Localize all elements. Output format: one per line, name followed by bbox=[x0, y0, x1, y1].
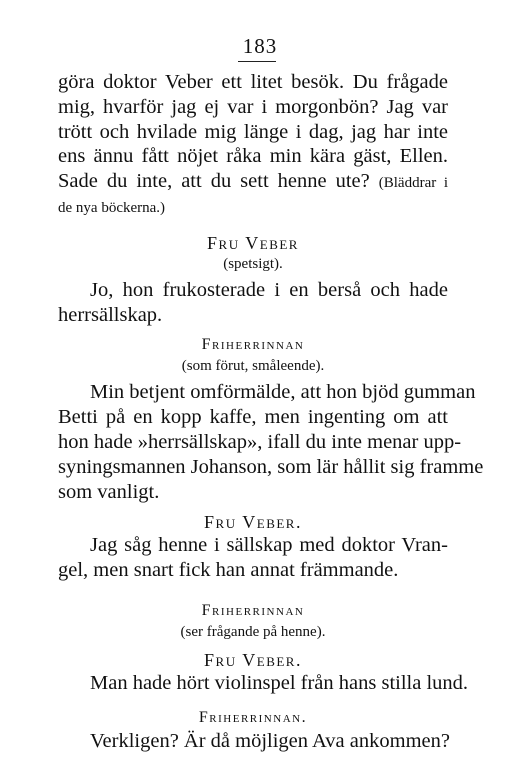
speaker-name: Friherrinnan. bbox=[198, 708, 308, 726]
paragraph bbox=[58, 278, 448, 328]
paragraph bbox=[58, 729, 448, 754]
text-line: Min betjent omförmälde, att hon bjöd gumman bbox=[90, 381, 476, 404]
stage-direction-inline: (Bläddrar i bbox=[378, 175, 449, 192]
text-line: Jo, hon frukosterade i en berså och hade bbox=[90, 278, 448, 301]
text-line: herrsällskap. bbox=[58, 303, 163, 326]
page-number-rule bbox=[238, 61, 276, 62]
text-line: gel, men snart fick han annat främmande. bbox=[58, 559, 399, 582]
text-line: Man hade hört violinspel från hans stilla lund. bbox=[90, 671, 469, 694]
text-line: Jag såg henne i sällskap med doktor Vran- bbox=[90, 534, 448, 557]
text-line: mig, hvarför jag ej var i morgonbön? Jag var bbox=[58, 95, 448, 118]
paragraph-with-stage-direction bbox=[58, 169, 448, 221]
paragraph bbox=[58, 533, 448, 583]
text-line: Verkligen? Är då möjligen Ava ankommen? bbox=[90, 729, 450, 752]
page-number: 183 bbox=[242, 34, 278, 58]
text-line: ens ännu fått nöjet råka min kära gäst, Ellen. bbox=[58, 145, 448, 168]
speaker-name: Fru Veber. bbox=[204, 649, 302, 670]
paragraph bbox=[58, 70, 448, 169]
text-line: som vanligt. bbox=[58, 480, 160, 503]
stage-direction: (som förut, småleende). bbox=[181, 358, 325, 375]
speaker-name: Friherrinnan bbox=[201, 336, 305, 354]
text-line: hon hade »herrsällskap», ifall du inte menar upp- bbox=[58, 430, 462, 453]
text-line: syningsmannen Johanson, som lär hållit sig framme bbox=[58, 455, 484, 478]
paragraph bbox=[58, 671, 469, 696]
stage-direction: (ser frågande på henne). bbox=[180, 623, 326, 640]
paragraph bbox=[58, 380, 484, 504]
stage-direction: (spetsigt). bbox=[223, 255, 283, 272]
dialogue-text: Sade du inte, att du sett henne ute? bbox=[58, 170, 370, 193]
text-line: göra doktor Veber ett litet besök. Du frågade bbox=[58, 71, 448, 93]
speaker-name: Friherrinnan bbox=[201, 601, 305, 619]
stage-direction-continuation: de nya böckerna.) bbox=[58, 199, 166, 216]
speaker-name: Fru Veber. bbox=[204, 512, 302, 533]
page-body bbox=[58, 70, 484, 754]
text-line bbox=[58, 169, 448, 196]
text-line: Betti på en kopp kaffe, men ingenting om att bbox=[58, 406, 448, 429]
speaker-name: Fru Veber bbox=[207, 232, 299, 253]
text-line: trött och hvilade mig länge i dag, jag har inte bbox=[58, 120, 448, 143]
